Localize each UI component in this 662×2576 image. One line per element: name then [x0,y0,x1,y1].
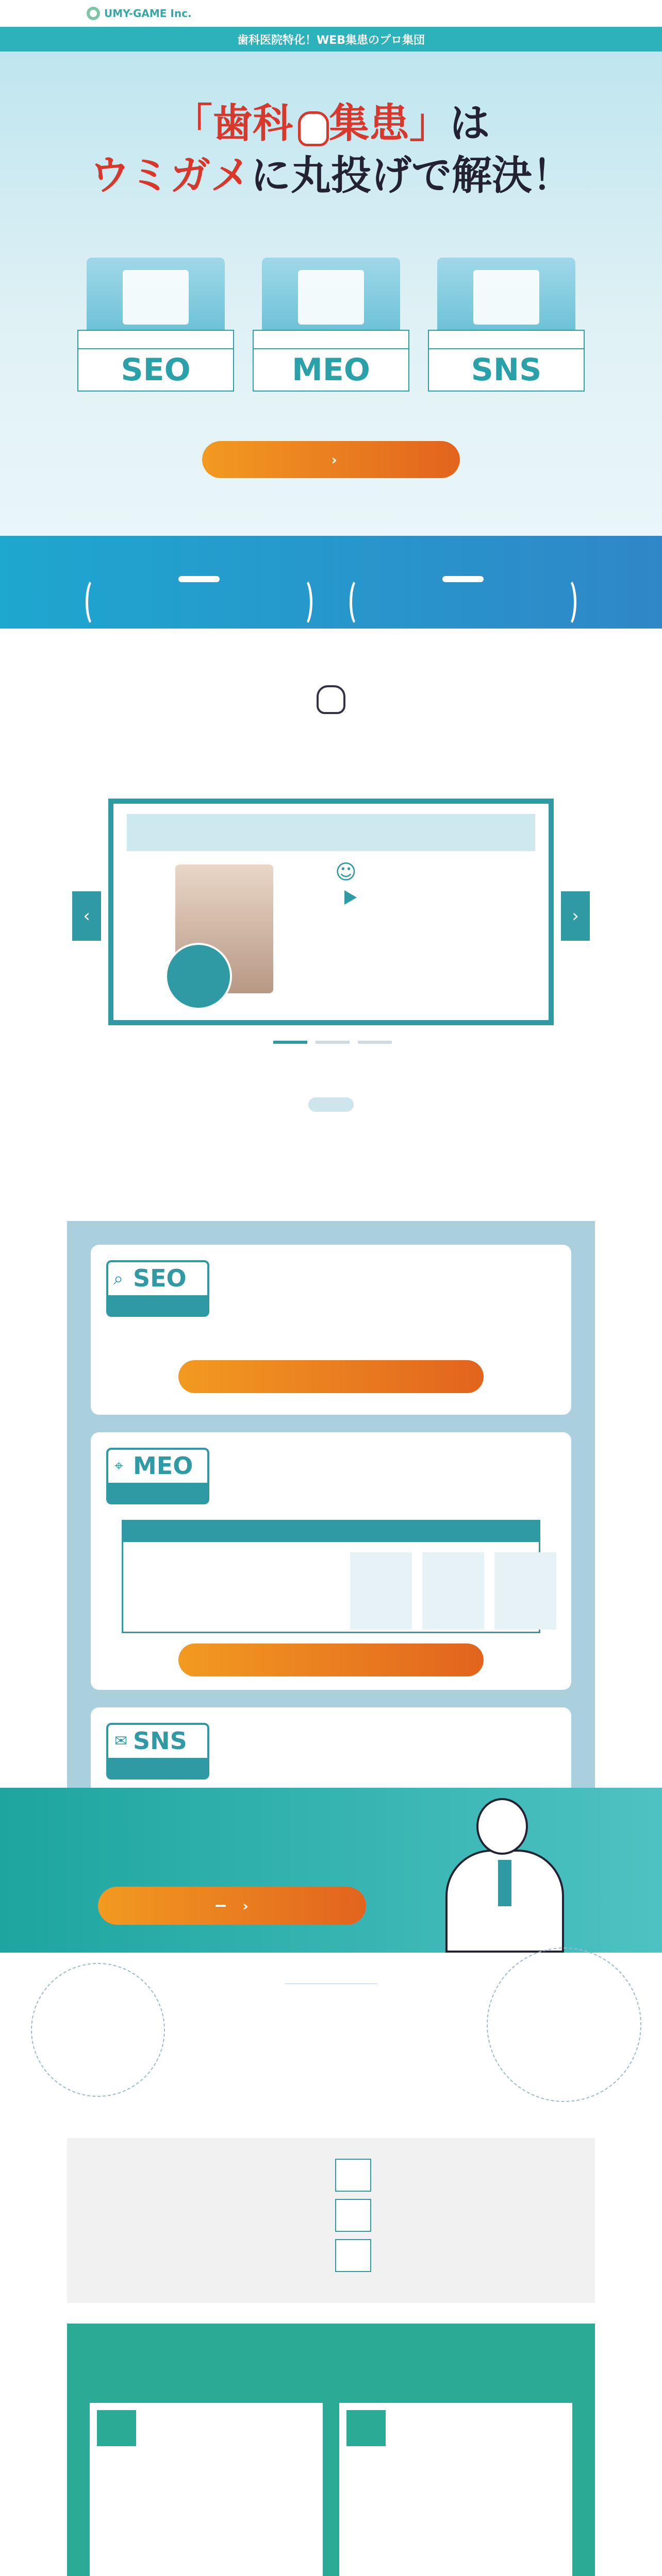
carousel-dot[interactable] [316,1041,350,1044]
service-card-meo [253,258,409,392]
side-items [335,2159,562,2272]
chart-icon [335,2159,371,2192]
chat-icon: ✉ [114,1732,128,1750]
point-number [97,2410,136,2446]
service-card-sns [428,258,585,392]
meo-question [123,1521,539,1542]
card-caption [428,330,585,349]
service-cards [77,258,585,392]
laurel-icon [350,578,367,627]
stat-clients [350,574,576,590]
seo-section [0,1953,662,2576]
success-section [0,629,662,1051]
card-caption [77,330,234,349]
carousel-dots [273,1041,392,1044]
headline-part: に丸投げで解決 [250,152,532,199]
tag-sub [108,1758,207,1777]
metric-line [335,860,528,884]
seo-illustration [87,258,225,330]
card-name: SNS [471,352,542,388]
seo-detail-button[interactable] [178,1360,484,1393]
services-pill [308,1097,354,1112]
turtle-logo-icon [87,7,100,20]
services-panel [67,1221,595,1870]
side-item [335,2159,562,2192]
case-slide [108,799,554,1025]
free-badge [216,1905,226,1907]
headline-part: ウミガメ [89,152,251,199]
reasons-box [67,2324,595,2576]
man-tie [498,1860,511,1906]
browser-icon [335,2199,371,2232]
card-name: SEO [121,352,191,388]
reason-point-2 [337,2401,574,2576]
case-results [335,860,528,911]
site-header [0,0,662,27]
meo-screenshot [494,1552,556,1630]
headline-part: 集患」 [328,100,450,147]
stat-experience [86,574,312,590]
consult-band [0,1788,662,1953]
laurel-icon [86,578,103,627]
services-heading [0,1051,662,1114]
card-title [253,349,409,392]
man-head [476,1798,528,1855]
seo-box [91,1245,571,1415]
carousel-dot[interactable] [273,1041,307,1044]
meo-box [91,1432,571,1690]
laurel-icon [559,578,576,627]
logo-text: UMY-GAME Inc. [104,7,192,20]
clinic-name [127,814,535,851]
carousel-dot[interactable] [358,1041,392,1044]
before-after-line [335,890,528,905]
tag-sub [108,1483,207,1502]
headline-part: ！ [532,152,573,199]
card-name: MEO [292,352,370,388]
revenue-badge [165,943,232,1010]
people-icon: ☺ [335,860,357,884]
meo-illustration [262,258,400,330]
sns-tag [106,1723,209,1780]
consult-button[interactable] [98,1887,366,1925]
hero-headline [0,98,662,202]
decoration [487,1947,641,2102]
carousel-prev-button[interactable]: ‹ [72,891,101,941]
company-logo[interactable] [87,7,192,20]
map-pin-icon: ⌖ [114,1457,123,1475]
seo-title-sub [285,1984,377,1986]
service-card-seo [77,258,234,392]
chevron-right-icon: › [242,1897,249,1914]
point-number [346,2410,386,2446]
article-icon [335,2239,371,2272]
decoration [31,1963,165,2097]
headline-part: は [450,100,490,147]
side-item [335,2239,562,2272]
tag-name: SEO [133,1264,187,1292]
stats-band [0,536,662,629]
tag-sub [108,1295,207,1315]
card-title [77,349,234,392]
card-title [428,349,585,392]
magnifier-icon: ⌕ [113,1268,124,1289]
service-list-box [67,2138,595,2303]
tag-name: SNS [133,1727,187,1755]
tooth-icon [317,685,345,714]
success-carousel [67,799,595,1036]
reason-point-1 [88,2401,325,2576]
top-banner: 歯科医院特化！WEB集患のプロ集団 [0,27,662,52]
sns-illustration [437,258,575,330]
meo-explainer [122,1520,540,1633]
meo-tag [106,1448,209,1504]
arrow-right-icon [344,890,357,905]
stat-label [442,576,484,582]
meo-screenshot [422,1552,484,1630]
businessman-illustration [440,1798,569,1953]
stat-label [178,576,220,582]
headline-part: 「歯科 [172,100,293,147]
laurel-icon [295,578,312,627]
hero-section [0,52,662,536]
side-item [335,2199,562,2232]
meo-detail-button[interactable] [178,1643,484,1676]
services-section [0,1051,662,1875]
tag-name: MEO [133,1452,193,1480]
meo-screenshot [350,1552,412,1630]
tooth-icon [293,108,329,144]
success-heading [0,629,662,714]
card-caption [253,330,409,349]
chevron-right-icon: › [331,451,337,468]
carousel-next-button[interactable]: › [561,891,590,941]
hero-cta-button[interactable] [202,441,460,478]
seo-tag [106,1260,209,1317]
